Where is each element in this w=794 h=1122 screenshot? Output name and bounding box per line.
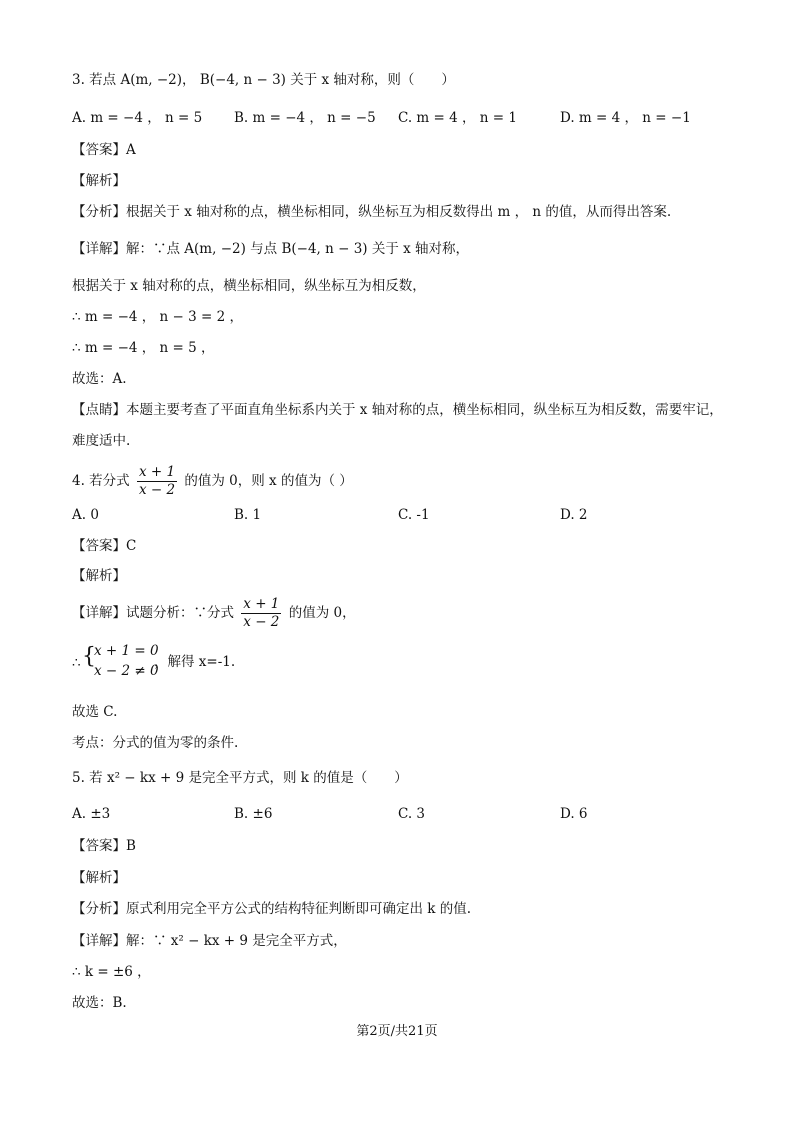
q3-option-c: C. m = 4 ， n = 1: [398, 110, 517, 126]
q4-stem-prefix: 4. 若分式: [72, 473, 130, 489]
q5-detail-1: 【详解】解：∵ x² − kx + 9 是完全平方式，: [72, 933, 347, 949]
q4-detail-fraction-denominator: x − 2: [243, 614, 280, 630]
q4-equation-system: [72, 642, 332, 684]
q4-fraction-numerator: x + 1: [138, 464, 176, 480]
q4-option-a: A. 0: [72, 507, 99, 523]
q3-answer: 【答案】A: [72, 142, 136, 158]
q3-detail-5: 故选：A.: [72, 371, 127, 387]
q5-detail-2: ∴ k = ±6 ，: [72, 964, 151, 980]
q4-detail-suffix: 的值为 0，: [288, 605, 356, 621]
q3-option-d: D. m = 4 ， n = −1: [560, 110, 691, 126]
q3-dianjing-1: 【点睛】本题主要考查了平面直角坐标系内关于 x 轴对称的点，横坐标相同，纵坐标互为相反数，需要牢记，: [72, 402, 723, 418]
q5-jiexi: 【解析】: [72, 870, 126, 886]
q4-system-solution: ，解得 x=-1.: [154, 654, 236, 670]
q4-stem: [72, 462, 353, 500]
q3-stem: 3. 若点 A(m, −2)， B(−4, n − 3) 关于 x 轴对称，则（ ）: [72, 72, 455, 88]
q4-system-row-2: x − 2 ≠ 0: [94, 663, 159, 679]
q3-detail-3: ∴ m = −4 ， n − 3 = 2 ，: [72, 309, 244, 325]
q5-fenxi: 【分析】原式利用完全平方公式的结构特征判断即可确定出 k 的值.: [72, 901, 472, 917]
q5-option-b: B. ±6: [234, 806, 273, 822]
page-number: 第2页/共21页: [356, 1024, 438, 1039]
q4-option-d: D. 2: [560, 507, 588, 523]
q4-brace: {: [82, 644, 96, 669]
q5-option-a: A. ±3: [72, 806, 111, 822]
q4-option-c: C. -1: [398, 507, 430, 523]
q4-detail-prefix: 【详解】试题分析：∵分式: [72, 605, 234, 621]
q5-option-d: D. 6: [560, 806, 588, 822]
q4-detail: [72, 594, 356, 632]
q4-fraction-denominator: x − 2: [138, 482, 176, 498]
q4-detail-fraction: [241, 596, 281, 631]
q4-kaodian: 考点：分式的值为零的条件.: [72, 735, 239, 751]
q3-fenxi: 【分析】根据关于 x 轴对称的点，横坐标相同，纵坐标互为相反数得出 m ， n 的值，从而得出答案.: [72, 204, 672, 220]
q3-option-a: A. m = −4 ， n = 5: [72, 110, 203, 126]
q5-detail-3: 故选：B.: [72, 995, 127, 1011]
q4-option-b: B. 1: [234, 507, 262, 523]
q4-fraction: [137, 464, 177, 499]
q4-stem-suffix: 的值为 0，则 x 的值为（ ）: [184, 473, 353, 489]
q5-answer: 【答案】B: [72, 838, 136, 854]
q5-option-c: C. 3: [398, 806, 426, 822]
q4-choose: 故选 C.: [72, 704, 118, 720]
q3-detail-2: 根据关于 x 轴对称的点，横坐标相同，纵坐标互为相反数，: [72, 278, 426, 294]
q5-stem: 5. 若 x² − kx + 9 是完全平方式，则 k 的值是（ ）: [72, 770, 408, 786]
q3-option-b: B. m = −4 ， n = −5: [234, 110, 376, 126]
q4-answer: 【答案】C: [72, 538, 137, 554]
q4-jiexi: 【解析】: [72, 568, 126, 584]
q4-therefore: ∴: [72, 655, 81, 671]
q3-jiexi: 【解析】: [72, 173, 126, 189]
q4-detail-fraction-numerator: x + 1: [243, 596, 280, 612]
q3-detail-4: ∴ m = −4 ， n = 5 ，: [72, 340, 215, 356]
q4-system-row-1: x + 1 = 0: [94, 643, 159, 659]
q3-dianjing-2: 难度适中.: [72, 433, 131, 449]
q3-detail-1: 【详解】解：∵点 A(m, −2) 与点 B(−4, n − 3) 关于 x 轴对称，: [72, 241, 470, 257]
